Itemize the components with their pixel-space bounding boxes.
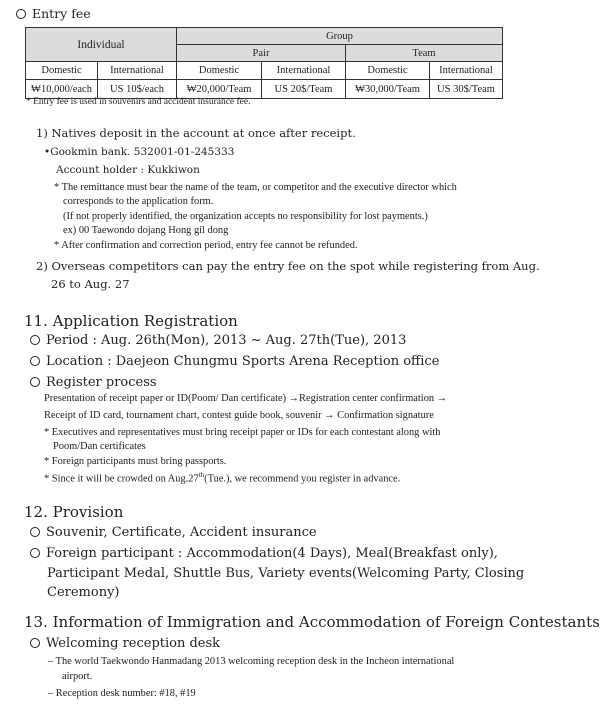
register-process-heading bbox=[30, 375, 157, 390]
crowd-note bbox=[44, 471, 400, 484]
payment-item-1: 1) Natives deposit in the account at once after receipt. bbox=[36, 126, 356, 140]
entry-fee-note: * Entry fee is used in souvenirs and accident insurance fee. bbox=[26, 97, 251, 107]
circle-bullet-icon bbox=[30, 638, 40, 648]
remittance-note: * The remittance must bear the name of the team, or competitor and the executive director which bbox=[54, 182, 457, 193]
provision-item-2 bbox=[30, 546, 498, 561]
circle-bullet-icon bbox=[30, 335, 40, 345]
executive-note-cont: Poom/Dan certificates bbox=[53, 441, 146, 452]
refund-note: * After confirmation and correction period, entry fee cannot be refunded. bbox=[54, 240, 358, 251]
passport-note: * Foreign participants must bring passports. bbox=[44, 456, 227, 467]
section-13-title: 13. Information of Immigration and Accommodation of Foreign Contestants bbox=[24, 613, 600, 631]
crowd-note-a: * Since it will be crowded on Aug.27 bbox=[44, 473, 199, 485]
remittance-disclaimer: (If not properly identified, the organization accepts no responsibility for lost payments.) bbox=[63, 211, 428, 222]
circle-bullet-icon bbox=[30, 356, 40, 366]
executive-note: * Executives and representatives must bring receipt paper or IDs for each contestant along with bbox=[44, 427, 441, 438]
payment-item-2-cont: 26 to Aug. 27 bbox=[51, 277, 130, 291]
process-step-2: Receipt of ID card, tournament chart, contest guide book, souvenir → Confirmation signature bbox=[44, 410, 434, 421]
col-header: International bbox=[98, 62, 177, 80]
fee-cell: US 30$/Team bbox=[430, 80, 503, 99]
entry-fee-heading bbox=[16, 6, 91, 21]
provision-item-1 bbox=[30, 525, 317, 540]
circle-bullet-icon bbox=[16, 9, 26, 19]
welcome-desk-heading bbox=[30, 636, 220, 651]
account-holder: Account holder : Kukkiwon bbox=[56, 164, 200, 176]
crowd-note-sup: th bbox=[198, 471, 205, 479]
provision-item-2-cont: Participant Medal, Shuttle Bus, Variety events(Welcoming Party, Closing bbox=[47, 566, 525, 581]
process-step-1: Presentation of receipt paper or ID(Poom/ Dan certificate) →Registration center confirmation → bbox=[44, 393, 448, 404]
entry-fee-table bbox=[25, 27, 503, 99]
entry-fee-title: Entry fee bbox=[32, 6, 91, 21]
individual-header: Individual bbox=[26, 28, 177, 62]
pair-header: Pair bbox=[177, 45, 346, 62]
remittance-example: ex) 00 Taewondo dojang Hong gil dong bbox=[63, 225, 229, 236]
bank-account: •Gookmin bank. 532001-01-245333 bbox=[44, 146, 235, 158]
payment-item-2: 2) Overseas competitors can pay the entry fee on the spot while registering from Aug. bbox=[36, 259, 540, 273]
fee-cell: ₩30,000/Team bbox=[346, 80, 430, 99]
fee-cell: ₩20,000/Team bbox=[177, 80, 262, 99]
registration-location bbox=[30, 354, 439, 369]
section-12-title: 12. Provision bbox=[24, 503, 124, 521]
crowd-note-b: (Tue.), we recommend you register in advance. bbox=[204, 473, 401, 485]
registration-period bbox=[30, 333, 406, 348]
desk-info-1-cont: airport. bbox=[62, 671, 93, 682]
fee-cell: ₩10,000/each bbox=[26, 80, 98, 99]
provision-item-2-cont2: Ceremony) bbox=[47, 585, 120, 600]
period-text: Period : Aug. 26th(Mon), 2013 ~ Aug. 27th(Tue), 2013 bbox=[46, 333, 407, 348]
provision-item-1-text: Souvenir, Certificate, Accident insurance bbox=[46, 525, 317, 540]
circle-bullet-icon bbox=[30, 377, 40, 387]
group-header: Group bbox=[177, 28, 503, 45]
provision-item-2-text: Foreign participant : Accommodation(4 Days), Meal(Breakfast only), bbox=[46, 546, 498, 561]
col-header: International bbox=[262, 62, 346, 80]
fee-cell: US 10$/each bbox=[98, 80, 177, 99]
col-header: Domestic bbox=[26, 62, 98, 80]
remittance-note-cont: corresponds to the application form. bbox=[63, 196, 214, 207]
circle-bullet-icon bbox=[30, 527, 40, 537]
circle-bullet-icon bbox=[30, 548, 40, 558]
col-header: International bbox=[430, 62, 503, 80]
fee-cell: US 20$/Team bbox=[262, 80, 346, 99]
desk-info-1: – The world Taekwondo Hanmadang 2013 welcoming reception desk in the Incheon international bbox=[48, 656, 455, 667]
desk-number: – Reception desk number: #18, #19 bbox=[48, 688, 196, 699]
register-process-title: Register process bbox=[46, 375, 157, 390]
welcome-desk-title: Welcoming reception desk bbox=[46, 636, 221, 651]
col-header: Domestic bbox=[177, 62, 262, 80]
section-11-title: 11. Application Registration bbox=[24, 312, 238, 330]
location-text: Location : Daejeon Chungmu Sports Arena Reception office bbox=[46, 354, 440, 369]
col-header: Domestic bbox=[346, 62, 430, 80]
team-header: Team bbox=[346, 45, 503, 62]
